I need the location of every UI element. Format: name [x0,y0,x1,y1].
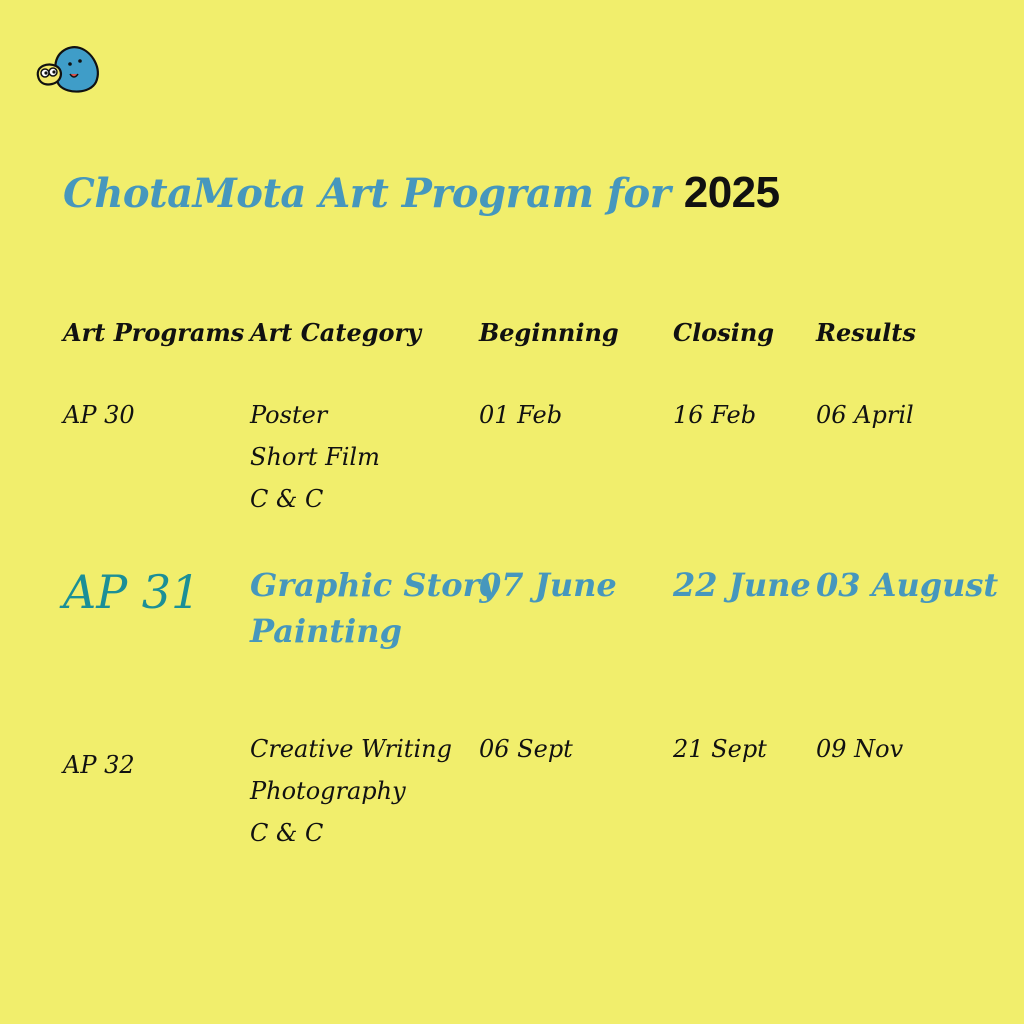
category-item: Short Film [250,443,380,471]
row-ap30-closing: 16 Feb [673,401,757,429]
row-ap31-beginning: 07 June [479,566,617,604]
row-ap32-program: AP 32 [63,751,135,779]
category-item: C & C [250,819,324,847]
category-item: Painting [250,612,402,650]
category-item: Photography [250,777,406,805]
category-item: Graphic Story [250,566,499,604]
header-art-category: Art Category [250,318,422,347]
row-ap30-results: 06 April [816,401,914,429]
title-text: ChotaMota Art Program for [63,170,671,217]
header-beginning: Beginning [479,318,619,347]
category-item: C & C [250,485,324,513]
row-ap32-results: 09 Nov [816,735,904,763]
row-ap32-closing: 21 Sept [673,735,767,763]
row-ap31-program: AP 31 [63,565,201,619]
row-ap31-results: 03 August [816,566,999,604]
category-item: Poster [250,401,328,429]
row-ap31-categories [250,562,498,654]
header-results: Results [816,318,916,347]
row-ap32-categories [250,728,452,854]
blob-mascot-icon [34,42,104,94]
page-title [63,168,780,218]
category-item: Creative Writing [250,735,452,763]
row-ap30-categories [250,394,380,520]
title-year: 2025 [683,168,780,217]
row-ap30-beginning: 01 Feb [479,401,563,429]
header-closing: Closing [673,318,775,347]
header-art-programs: Art Programs [63,318,245,347]
row-ap30-program: AP 30 [63,401,135,429]
row-ap31-closing: 22 June [673,566,811,604]
row-ap32-beginning: 06 Sept [479,735,573,763]
